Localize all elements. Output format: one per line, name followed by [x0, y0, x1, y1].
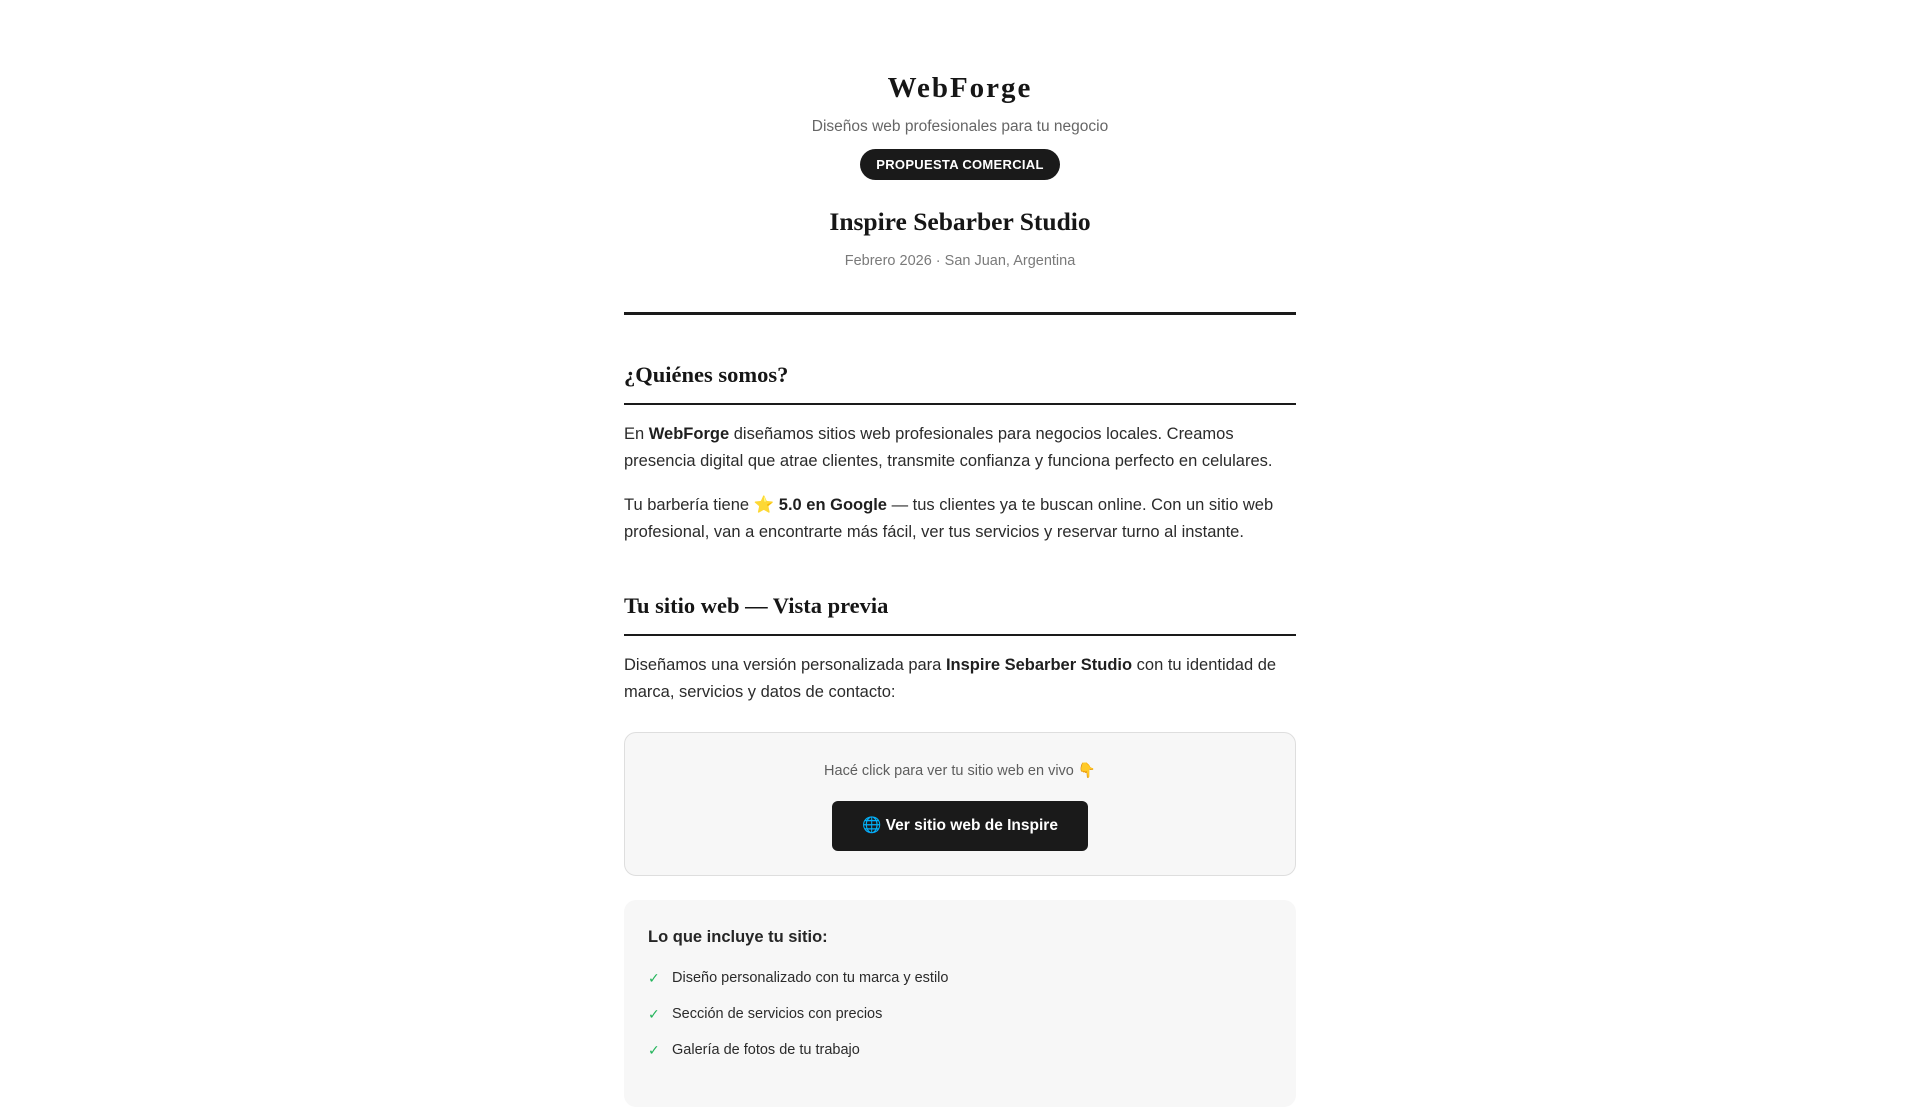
check-icon: ✓ — [648, 970, 660, 986]
about-p1-prefix: En — [624, 425, 649, 443]
about-paragraph-1 — [624, 421, 1296, 475]
preview-section — [624, 592, 1296, 1107]
about-section — [624, 361, 1296, 546]
feature-label: Galería de fotos de tu trabajo — [672, 1042, 860, 1058]
preview-intro — [624, 652, 1296, 706]
about-p2-suffix: — tus clientes ya te buscan online. Con un sitio web profesional, van a encontrarte más fácil, ver tus servicios y reservar turno al instante. — [624, 496, 1274, 541]
brand-tagline: Diseños web profesionales para tu negocio — [811, 118, 1109, 135]
preview-intro-suffix: con tu identidad de marca, servicios y datos de contacto: — [624, 656, 1277, 701]
preview-title: Tu sitio web — Vista previa — [624, 592, 1296, 636]
preview-intro-prefix: Diseñamos una versión personalizada para — [624, 656, 946, 674]
check-icon: ✓ — [648, 1042, 660, 1058]
feature-label: Diseño personalizado con tu marca y estilo — [672, 970, 949, 986]
features-title: Lo que incluye tu sitio: — [648, 928, 828, 946]
features-card — [624, 900, 1296, 1107]
check-icon: ✓ — [648, 1006, 660, 1022]
feature-item — [648, 1041, 1272, 1059]
proposal-header — [624, 0, 1296, 270]
feature-item — [648, 969, 1272, 987]
about-p1-suffix: diseñamos sitios web profesionales para negocios locales. Creamos presencia digital que atrae clientes, transmite confianza y funciona perfecto en celulares. — [624, 425, 1273, 470]
feature-label: Sección de servicios con precios — [672, 1006, 883, 1022]
about-paragraph-2 — [624, 492, 1296, 546]
about-title: ¿Quiénes somos? — [624, 361, 1296, 405]
brand-title: WebForge — [887, 72, 1033, 104]
view-website-button[interactable] — [832, 801, 1088, 851]
proposal-badge: PROPUESTA COMERCIAL — [860, 149, 1059, 180]
about-p1-brand: WebForge — [648, 425, 730, 443]
preview-card — [624, 732, 1296, 876]
feature-item — [648, 1005, 1272, 1023]
header-divider — [624, 312, 1296, 315]
about-p2-prefix: Tu barbería tiene — [624, 496, 754, 514]
proposal-document — [624, 0, 1296, 1107]
date-location: Febrero 2026 · San Juan, Argentina — [844, 253, 1076, 269]
feature-list — [648, 969, 1272, 1059]
client-name: Inspire Sebarber Studio — [829, 207, 1091, 236]
globe-icon: 🌐 — [862, 817, 882, 834]
preview-intro-client: Inspire Sebarber Studio — [945, 656, 1133, 674]
google-rating: 5.0 en Google — [778, 496, 887, 514]
star-icon: ⭐ — [753, 496, 775, 514]
preview-hint: Hacé click para ver tu sitio web en vivo 👇 — [824, 763, 1096, 779]
view-website-label: Ver sitio web de Inspire — [885, 817, 1058, 834]
